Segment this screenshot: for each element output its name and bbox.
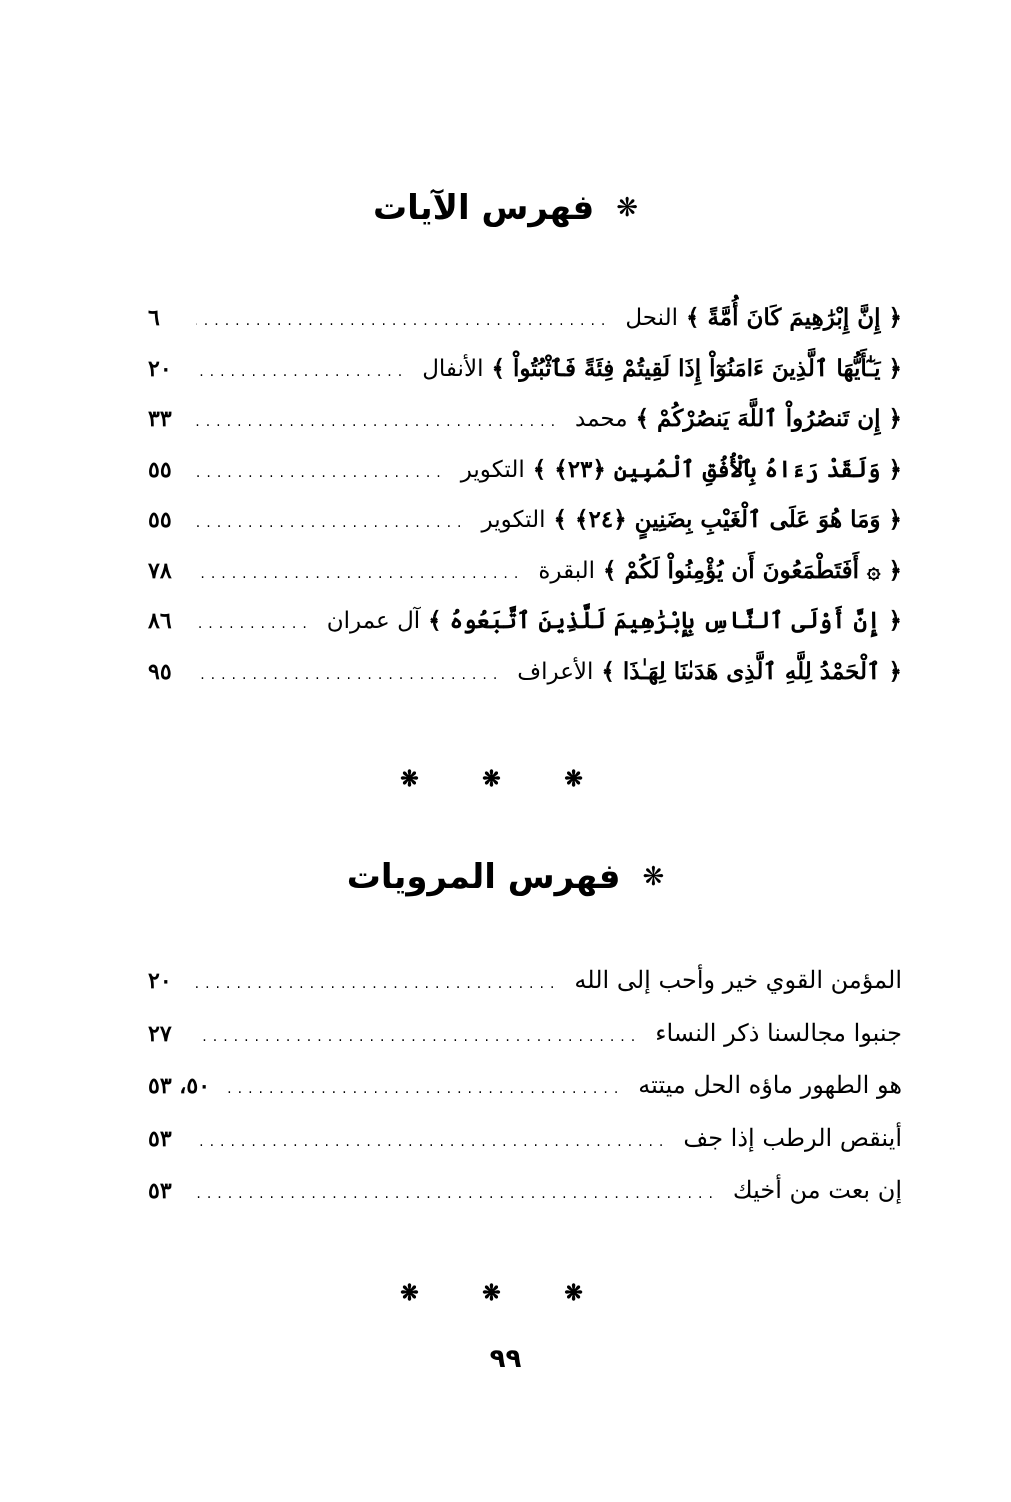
dot-leader bbox=[196, 1134, 669, 1150]
dot-leader bbox=[196, 1186, 719, 1202]
list-item bbox=[148, 1176, 902, 1229]
dot-leader bbox=[196, 616, 313, 632]
page-reference: ٣٣ bbox=[148, 406, 172, 432]
star-ornament-icon: ❋ bbox=[642, 862, 665, 892]
narration-text: إن بعت من أخيك bbox=[732, 1176, 902, 1204]
star-ornament-icon: ❋ bbox=[616, 193, 639, 223]
page-reference: ٢٠ bbox=[148, 968, 172, 994]
list-item bbox=[148, 304, 902, 355]
narration-text: المؤمن القوي خير وأحب إلى الله bbox=[574, 966, 902, 994]
page-reference: ٥٠، ٥٣ bbox=[148, 1073, 211, 1099]
page-reference: ٥٥ bbox=[148, 507, 172, 533]
marwiyat-index-heading bbox=[0, 857, 1011, 897]
dot-leader bbox=[196, 667, 503, 683]
list-item bbox=[148, 966, 902, 1019]
list-item bbox=[148, 456, 902, 507]
page-reference: ٨٦ bbox=[148, 608, 172, 634]
section-separator: ❋ ❋ ❋ bbox=[400, 766, 611, 792]
ayat-index-heading bbox=[0, 188, 1011, 228]
list-item bbox=[148, 355, 902, 406]
surah-name: الأنفال bbox=[422, 355, 484, 382]
dot-leader bbox=[196, 313, 611, 329]
verse-text: ﴿ إِنَّ إِبْرَٰهِيمَ كَانَ أُمَّةً ﴾ bbox=[685, 304, 902, 331]
surah-name: آل عمران bbox=[326, 608, 421, 634]
list-item bbox=[148, 1071, 902, 1124]
marwiyat-index-list bbox=[148, 966, 902, 1229]
page-reference: ٥٥ bbox=[148, 456, 172, 483]
verse-text: ﴿ ٱلْحَمْدُ لِلَّهِ ٱلَّذِى هَدَىٰنَا لِهَـٰذَا ﴾ bbox=[601, 657, 902, 685]
page-reference: ٩٥ bbox=[148, 658, 172, 685]
surah-name: البقرة bbox=[538, 557, 596, 584]
surah-name: التكوير bbox=[481, 507, 546, 533]
page-number: ٩٩ bbox=[489, 1344, 522, 1374]
dot-leader bbox=[196, 976, 560, 992]
section-separator: ❋ ❋ ❋ bbox=[400, 1280, 611, 1306]
list-item bbox=[148, 506, 902, 557]
surah-name: محمد bbox=[575, 406, 628, 432]
dot-leader bbox=[196, 414, 561, 430]
page-reference: ٢٧ bbox=[148, 1020, 172, 1047]
verse-text: ﴿ وَمَا هُوَ عَلَى ٱلْغَيْبِ بِضَنِينٍ ﴿٢٤﴾ ﴾ bbox=[553, 506, 902, 533]
dot-leader bbox=[224, 1081, 624, 1097]
list-item bbox=[148, 557, 902, 608]
list-item bbox=[148, 1124, 902, 1177]
narration-text: هو الطهور ماؤه الحل ميتته bbox=[638, 1071, 902, 1099]
marwiyat-index-title: فهرس المرويات bbox=[346, 857, 621, 897]
dot-leader bbox=[196, 1029, 641, 1045]
page-reference: ٧٨ bbox=[148, 557, 172, 584]
surah-name: التكوير bbox=[460, 456, 525, 483]
verse-text: ﴿ إِنَّ أَوْلَى ٱلنَّاسِ بِإِبْرَٰهِيمَ لَلَّذِينَ ٱتَّبَعُوهُ ﴾ bbox=[428, 607, 902, 634]
verse-text: ﴿ يَـٰٓأَيُّهَا ٱلَّذِينَ ءَامَنُوٓاْ إِذَا لَقِيتُمْ فِئَةً فَٱثْبُتُواْ ﴾ bbox=[491, 354, 902, 382]
verse-text: ﴿ وَلَقَدْ رَءَاهُ بِٱلْأُفُقِ ٱلْمُبِينِ ﴿٢٣﴾ ﴾ bbox=[532, 455, 902, 483]
narration-text: أينقص الرطب إذا جف bbox=[683, 1123, 902, 1152]
ayat-index-title: فهرس الآيات bbox=[372, 188, 595, 228]
page-reference: ٦ bbox=[148, 305, 160, 331]
list-item bbox=[148, 1019, 902, 1072]
page-reference: ٥٣ bbox=[148, 1125, 172, 1152]
surah-name: النحل bbox=[625, 305, 678, 331]
page-reference: ٥٣ bbox=[148, 1178, 172, 1204]
page-reference: ٢٠ bbox=[148, 355, 172, 382]
verse-text: ﴿ ۞ أَفَتَطْمَعُونَ أَن يُؤْمِنُواْ لَكُمْ ﴾ bbox=[603, 556, 902, 584]
list-item bbox=[148, 405, 902, 456]
dot-leader bbox=[196, 465, 447, 481]
surah-name: الأعراف bbox=[517, 658, 594, 685]
verse-text: ﴿ إِن تَنصُرُواْ ٱللَّهَ يَنصُرْكُمْ ﴾ bbox=[635, 405, 902, 432]
dot-leader bbox=[196, 515, 468, 531]
dot-leader bbox=[196, 566, 524, 582]
list-item bbox=[148, 658, 902, 709]
ayat-index-list bbox=[148, 304, 902, 708]
dot-leader bbox=[196, 364, 408, 380]
list-item bbox=[148, 607, 902, 658]
narration-text: جنبوا مجالسنا ذكر النساء bbox=[655, 1018, 902, 1047]
